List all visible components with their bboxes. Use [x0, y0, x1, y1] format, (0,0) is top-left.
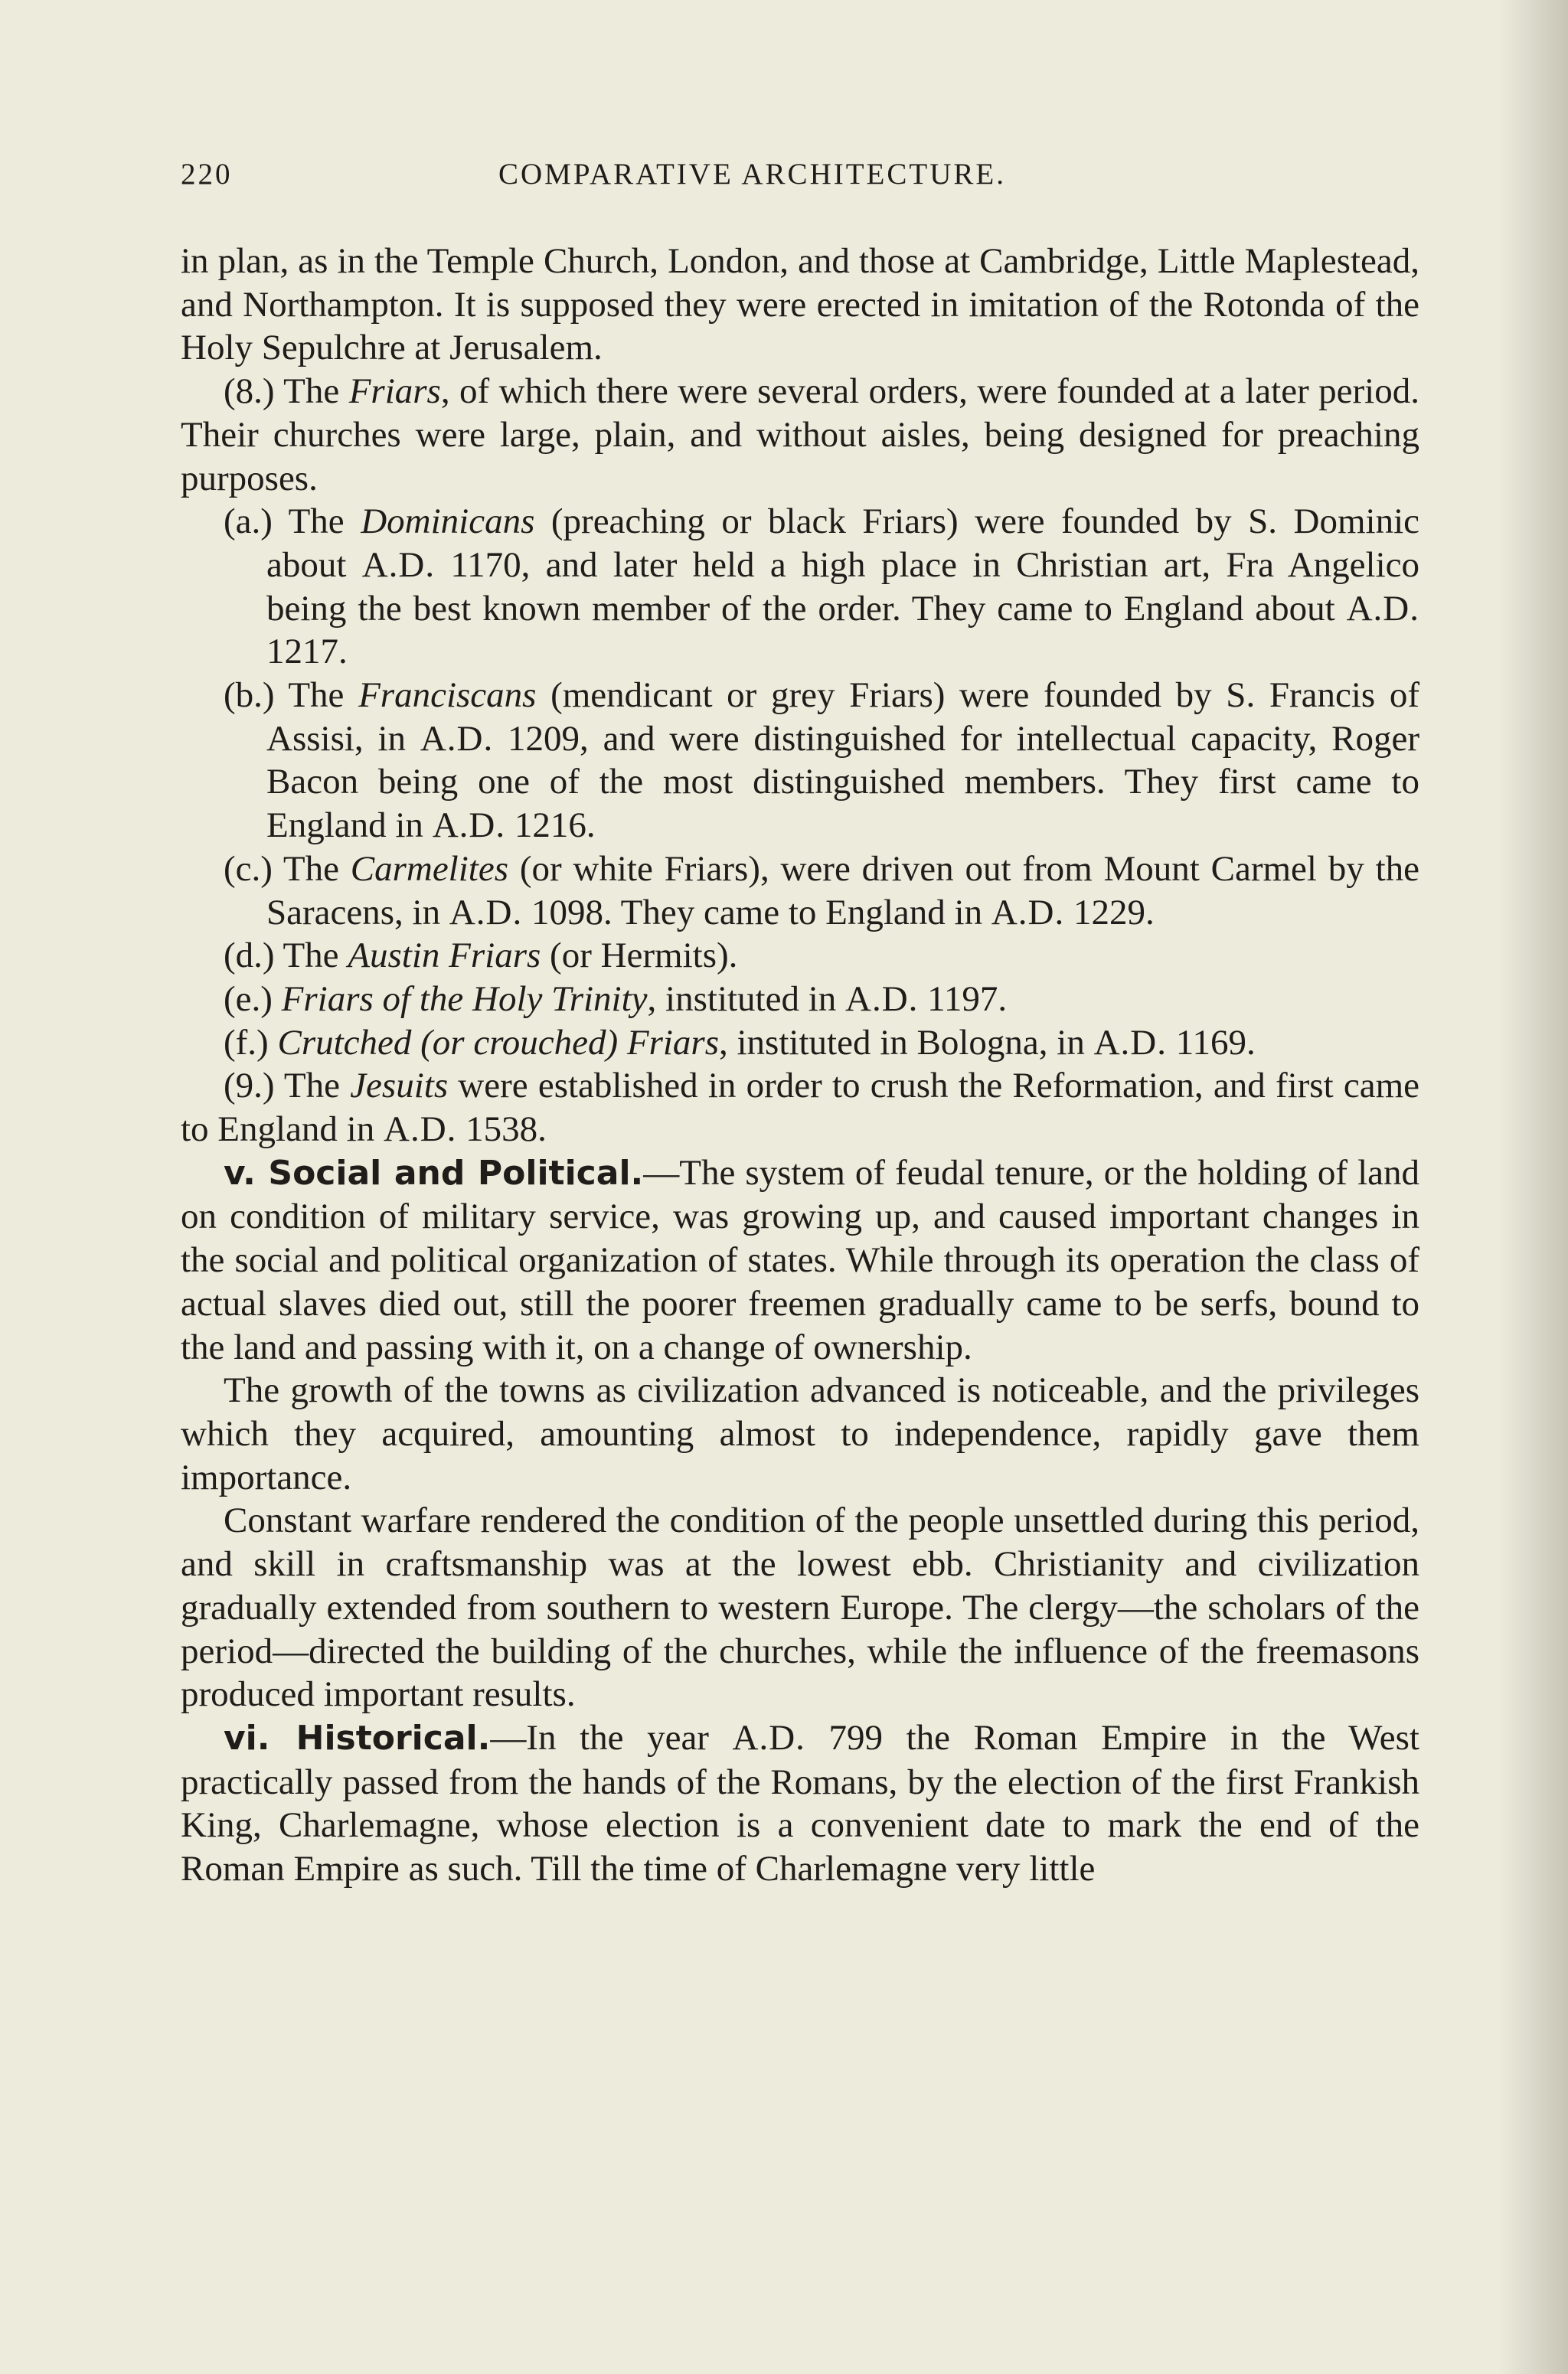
list-item-austin-friars: (d.) The Austin Friars (or Hermits).: [224, 936, 738, 976]
section-social-political: v. Social and Political.—The system of feudal tenure, or the holding of land on condition of military service, was growing up, and caused important changes in the social and political organization of states. While through its operation the class of actual slaves died out, still the poorer freemen gradually came to be serfs, bound to the land and passing with it, on a change of ownership.: [181, 1152, 1419, 1367]
list-item-franciscans: (b.) The Franciscans (mendicant or grey Friars) were founded by S. Francis of Assisi, in A.D. 1209, and were distinguished for intellectual capacity, Roger Bacon being one of the most distinguished members. They first came to England in A.D. 1216.: [224, 675, 1420, 846]
paragraph-jesuits: (9.) The Jesuits were established in order to crush the Reformation, and first came to England in A.D. 1538.: [181, 1066, 1419, 1150]
page-edge-shadow: [1499, 0, 1568, 2374]
running-title: COMPARATIVE ARCHITECTURE.: [498, 158, 1006, 191]
section-heading: vi. Historical.: [224, 1718, 491, 1758]
list-item-holy-trinity: (e.) Friars of the Holy Trinity, instituted in A.D. 1197.: [224, 978, 1008, 1019]
paragraph-friars: (8.) The Friars, of which there were several orders, were founded at a later period. Their churches were large, plain, and without aisles, being designed for preaching purposes.: [181, 371, 1419, 498]
section-heading: v. Social and Political.: [224, 1153, 644, 1193]
section-historical: vi. Historical.—In the year A.D. 799 the Roman Empire in the West practically passed from the hands of the Romans, by the election of the first Frankish King, Charlemagne, whose election is a convenient date to mark the end of the Roman Empire as such. Till the time of Charlemagne very little: [181, 1717, 1419, 1889]
page-number: 220: [181, 158, 233, 191]
paragraph-round-churches: in plan, as in the Temple Church, London, and those at Cambridge, Little Maplestead, and Northampton. It is supposed they were erected in imitation of the Rotonda of the Holy Sepulchre at Jerusalem.: [181, 241, 1419, 368]
paragraph-warfare: Constant warfare rendered the condition of the people unsettled during this period, and skill in craftsmanship was at the lowest ebb. Christianity and civilization gradually extended from southern to western Europe. The clergy—the scholars of the period—directed the building of the churches, while the influence of the freemasons produced important results.: [181, 1500, 1419, 1715]
running-header: [181, 157, 1419, 203]
paragraph-towns: The growth of the towns as civilization advanced is noticeable, and the privileges which they acquired, amounting almost to independence, rapidly gave them importance.: [181, 1370, 1419, 1497]
list-item-dominicans: (a.) The Dominicans (preaching or black Friars) were founded by S. Dominic about A.D. 1170, and later held a high place in Christian art, Fra Angelico being the best known member of the order. They came to England about A.D. 1217.: [224, 501, 1419, 672]
list-item-crutched-friars: (f.) Crutched (or crouched) Friars, instituted in Bologna, in A.D. 1169.: [224, 1022, 1256, 1063]
book-page: [181, 157, 1419, 1891]
list-item-carmelites: (c.) The Carmelites (or white Friars), were driven out from Mount Carmel by the Saracens, in A.D. 1098. They came to England in A.D. 1229.: [224, 848, 1419, 932]
